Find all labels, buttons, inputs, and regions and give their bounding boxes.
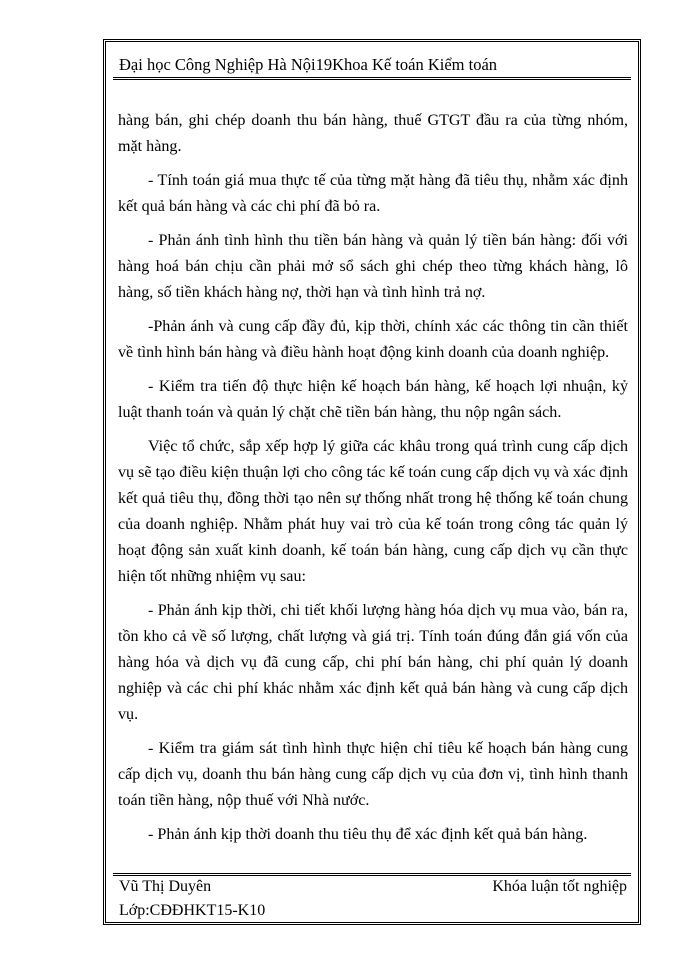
- footer-divider: [113, 873, 631, 876]
- document-body: [118, 108, 628, 856]
- paragraph: Việc tổ chức, sắp xếp hợp lý giữa các khâu trong quá trình cung cấp dịch vụ sẽ tạo điều kiện thuận lợi cho công tác kế toán cung cấp dịch vụ và xác định kết quả tiêu thụ, đồng thời tạo nên sự thống nhất trong hệ thống kế toán chung của doanh nghiệp. Nhằm phát huy vai trò của kế toán trong công tác quản lý hoạt động sản xuất kinh doanh, kế toán bán hàng, cung cấp dịch vụ cần thực hiện tốt những nhiệm vụ sau:: [118, 438, 628, 585]
- paragraph: - Phản ánh tình hình thu tiền bán hàng và quản lý tiền bán hàng: đối với hàng hoá bán chịu cần phải mở sổ sách ghi chép theo từng khách hàng, lô hàng, số tiền khách hàng nợ, thời hạn và tình hình trả nợ.: [118, 232, 628, 301]
- footer-author: Vũ Thị Duyên: [119, 878, 212, 895]
- header-divider: [113, 77, 631, 80]
- paragraph: - Phản ánh kịp thời, chi tiết khối lượng hàng hóa dịch vụ mua vào, bán ra, tồn kho cả về số lượng, chất lượng và giá trị. Tính toán đúng đắn giá vốn của hàng hóa và dịch vụ đã cung cấp, chi phí bán hàng, chi phí quản lý doanh nghiệp và các chi phí khác nhằm xác định kết quả bán hàng và cung cấp dịch vụ.: [118, 602, 628, 723]
- paragraph: -Phản ánh và cung cấp đầy đủ, kịp thời, chính xác các thông tin cần thiết về tình hình bán hàng và điều hành hoạt động kinh doanh của doanh nghiệp.: [118, 318, 628, 361]
- paragraph: - Tính toán giá mua thực tế của từng mặt hàng đã tiêu thụ, nhằm xác định kết quả bán hàng và các chi phí đã bỏ ra.: [118, 172, 628, 215]
- page-header: Đại học Công Nghiệp Hà Nội19Khoa Kế toán Kiểm toán: [119, 55, 498, 74]
- paragraph: hàng bán, ghi chép doanh thu bán hàng, thuế GTGT đầu ra của từng nhóm, mặt hàng.: [118, 112, 628, 155]
- footer-thesis-label: Khóa luận tốt nghiệp: [492, 878, 627, 895]
- footer-class: Lớp:CĐĐHKT15-K10: [119, 902, 266, 919]
- paragraph: - Kiểm tra giám sát tình hình thực hiện chỉ tiêu kế hoạch bán hàng cung cấp dịch vụ, doanh thu bán hàng cung cấp dịch vụ của đơn vị, tình hình thanh toán tiền hàng, nộp thuế với Nhà nước.: [118, 740, 628, 809]
- paragraph: - Kiểm tra tiến độ thực hiện kế hoạch bán hàng, kế hoạch lợi nhuận, kỷ luật thanh toán và quản lý chặt chẽ tiền bán hàng, thu nộp ngân sách.: [118, 378, 628, 421]
- paragraph: - Phản ánh kịp thời doanh thu tiêu thụ để xác định kết quả bán hàng.: [148, 826, 588, 843]
